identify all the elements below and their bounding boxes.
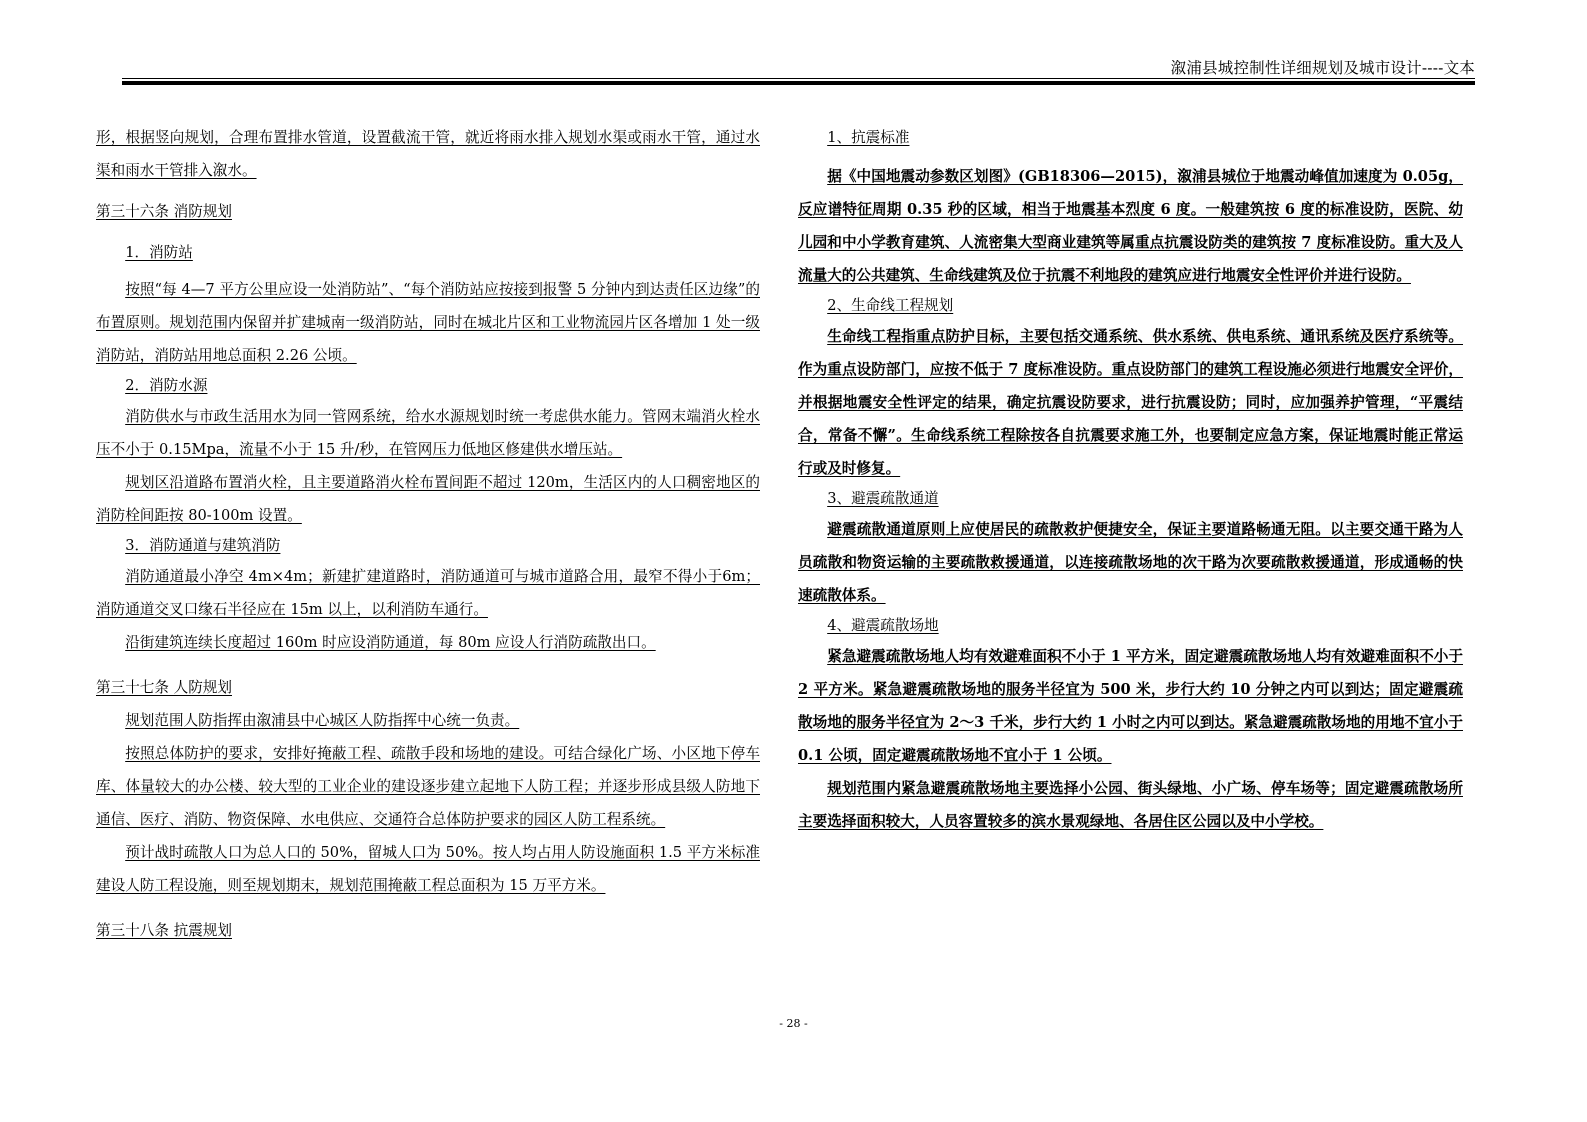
civil-defense-paragraph-1: 规划范围人防指挥由溆浦县中心城区人防指挥中心统一负责。 bbox=[125, 712, 520, 729]
evacuation-site-paragraph-1: 紧急避震疏散场地人均有效避难面积不小于 1 平方米，固定避震疏散场地人均有效避难面积不小于 2 平方米。紧急避震疏散场地的服务半径宜为 500 米，步行大约 10 分钟之内可以到达；固定避震疏散场地的服务半径宜为 2～3 千米，步行大约 1 小时之内可以到达。紧急避震疏散场地的用地不宜小于 0.1 公顷，固定避震疏散场地不宜小于 1 公顷。 bbox=[798, 648, 1463, 764]
header-rule-thick bbox=[122, 81, 1475, 85]
right-column bbox=[798, 121, 1463, 838]
fire-station-paragraph: 按照“每 4—7 平方公里应设一处消防站”、“每个消防站应按接到报警 5 分钟内到达责任区边缘”的布置原则。规划范围内保留并扩建城南一级消防站，同时在城北片区和工业物流园片区各增加 1 处一级消防站，消防站用地总面积 2.26 公顷。 bbox=[96, 281, 760, 364]
header-rule-thin bbox=[122, 78, 1475, 79]
page-number: - 28 - bbox=[779, 1017, 808, 1030]
evacuation-site-subheading: 4、避震疏散场地 bbox=[827, 617, 939, 634]
fire-water-subheading: 2．消防水源 bbox=[125, 377, 208, 394]
fire-access-paragraph-1: 消防通道最小净空 4m×4m；新建扩建道路时，消防通道可与城市道路合用，最窄不得小于6m；消防通道交叉口缘石半径应在 15m 以上，以利消防车通行。 bbox=[96, 568, 760, 618]
lifeline-subheading: 2、生命线工程规划 bbox=[827, 297, 954, 314]
lifeline-paragraph: 生命线工程指重点防护目标，主要包括交通系统、供水系统、供电系统、通讯系统及医疗系统等。作为重点设防部门，应按不低于 7 度标准设防。重点设防部门的建筑工程设施必须进行地震安全评价，并根据地震安全性评定的结果，确定抗震设防要求，进行抗震设防；同时，应加强养护管理，“平震结合，常备不懈”。生命线系统工程除按各自抗震要求施工外，也要制定应急方案，保证地震时能正常运行或及时修复。 bbox=[798, 328, 1463, 477]
fire-water-paragraph-2: 规划区沿道路布置消火栓，且主要道路消火栓布置间距不超过 120m，生活区内的人口稠密地区的消防栓间距按 80-100m 设置。 bbox=[96, 474, 760, 524]
fire-access-paragraph-2: 沿街建筑连续长度超过 160m 时应设消防通道，每 80m 应设人行消防疏散出口。 bbox=[125, 634, 656, 651]
fire-access-subheading: 3．消防通道与建筑消防 bbox=[125, 537, 281, 554]
document-title: 溆浦县城控制性详细规划及城市设计----文本 bbox=[1170, 59, 1475, 77]
article-37-heading: 第三十七条 人防规划 bbox=[96, 679, 232, 696]
evacuation-route-subheading: 3、避震疏散通道 bbox=[827, 490, 939, 507]
fire-station-subheading: 1．消防站 bbox=[125, 244, 193, 261]
evacuation-route-paragraph: 避震疏散通道原则上应使居民的疏散救护便捷安全，保证主要道路畅通无阻。以主要交通干路为人员疏散和物资运输的主要疏散救援通道，以连接疏散场地的次干路为次要疏散救援通道，形成通畅的快速疏散体系。 bbox=[798, 521, 1463, 604]
article-38-heading: 第三十八条 抗震规划 bbox=[96, 922, 232, 939]
article-36-heading: 第三十六条 消防规划 bbox=[96, 203, 232, 220]
seismic-standard-subheading: 1、抗震标准 bbox=[827, 129, 910, 146]
civil-defense-paragraph-2: 按照总体防护的要求，安排好掩蔽工程、疏散手段和场地的建设。可结合绿化广场、小区地下停车库、体量较大的办公楼、较大型的工业企业的建设逐步建立起地下人防工程；并逐步形成县级人防地下通信、医疗、消防、物资保障、水电供应、交通符合总体防护要求的园区人防工程系统。 bbox=[96, 745, 760, 828]
fire-water-paragraph-1: 消防供水与市政生活用水为同一管网系统，给水水源规划时统一考虑供水能力。管网末端消火栓水压不小于 0.15Mpa，流量不小于 15 升/秒，在管网压力低地区修建供水增压站。 bbox=[96, 408, 760, 458]
seismic-standard-paragraph: 据《中国地震动参数区划图》(GB18306—2015)，溆浦县城位于地震动峰值加速度为 0.05g，反应谱特征周期 0.35 秒的区域，相当于地震基本烈度 6 度。一般建筑按 6 度的标准设防，医院、幼儿园和中小学教育建筑、人流密集大型商业建筑等属重点抗震设防类的建筑按 7 度标准设防。重大及人流量大的公共建筑、生命线建筑及位于抗震不利地段的建筑应进行地震安全性评价并进行设防。 bbox=[798, 168, 1463, 284]
civil-defense-paragraph-3: 预计战时疏散人口为总人口的 50%，留城人口为 50%。按人均占用人防设施面积 1.5 平方米标准建设人防工程设施，则至规划期末，规划范围掩蔽工程总面积为 15 万平方米。 bbox=[96, 844, 760, 894]
intro-paragraph: 形，根据竖向规划，合理布置排水管道，设置截流干管，就近将雨水排入规划水渠或雨水干管，通过水渠和雨水干管排入溆水。 bbox=[96, 129, 760, 179]
evacuation-site-paragraph-2: 规划范围内紧急避震疏散场地主要选择小公园、街头绿地、小广场、停车场等；固定避震疏散场所主要选择面积较大，人员容置较多的滨水景观绿地、各居住区公园以及中小学校。 bbox=[798, 780, 1463, 830]
left-column bbox=[96, 121, 760, 947]
